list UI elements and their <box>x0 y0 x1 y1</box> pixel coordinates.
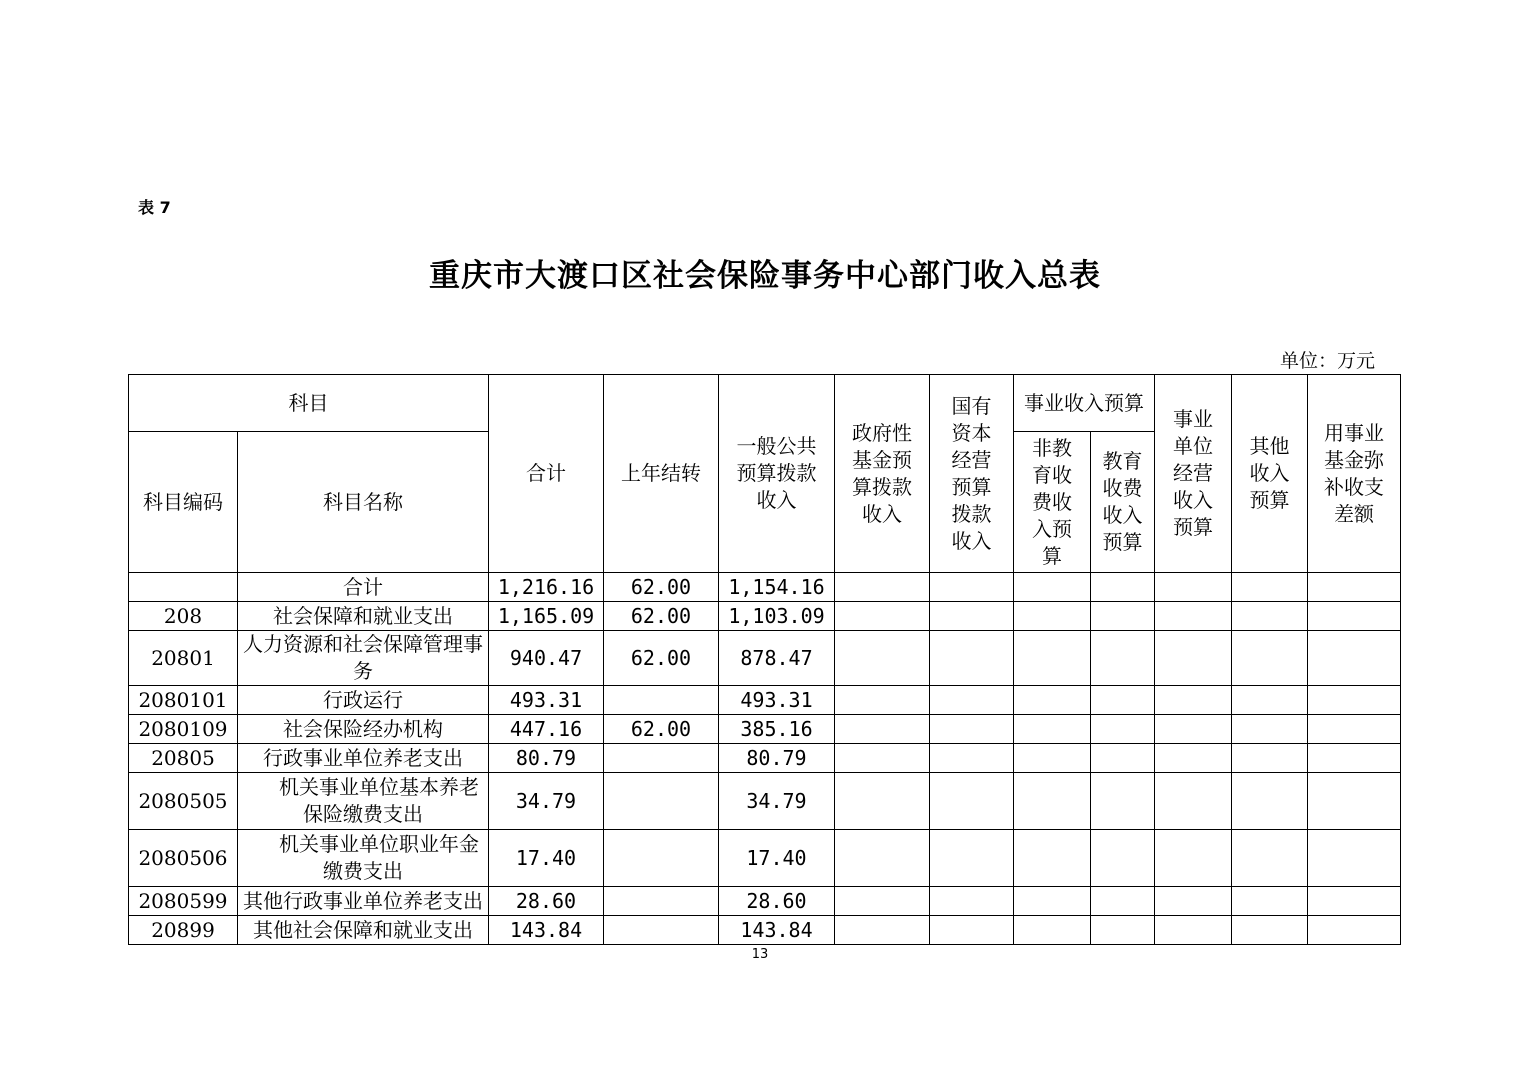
general-value: 34.79 <box>719 773 835 830</box>
header-carryover: 上年结转 <box>604 375 719 573</box>
total-value: 1,165.09 <box>489 602 604 631</box>
total-value: 28.60 <box>489 887 604 916</box>
subject-name: 其他行政事业单位养老支出 <box>238 887 489 916</box>
subject-code: 2080101 <box>129 686 238 715</box>
subject-code: 20899 <box>129 916 238 945</box>
table-row <box>129 715 1401 744</box>
subject-name: 行政运行 <box>238 686 489 715</box>
total-value: 143.84 <box>489 916 604 945</box>
total-value: 80.79 <box>489 744 604 773</box>
subject-name: 其他社会保障和就业支出 <box>238 916 489 945</box>
header-total: 合计 <box>489 375 604 573</box>
header-education-fee: 教育收费收入预算 <box>1091 432 1155 573</box>
carryover-value <box>604 830 719 887</box>
header-business-income: 事业收入预算 <box>1014 375 1155 432</box>
total-value: 34.79 <box>489 773 604 830</box>
total-value: 940.47 <box>489 631 604 686</box>
total-value: 493.31 <box>489 686 604 715</box>
table-row <box>129 744 1401 773</box>
general-value: 1,103.09 <box>719 602 835 631</box>
general-value: 17.40 <box>719 830 835 887</box>
subject-name: 行政事业单位养老支出 <box>238 744 489 773</box>
table-number: 表 7 <box>138 198 171 217</box>
unit-label: 单位：万元 <box>1280 350 1376 372</box>
header-govfund-budget: 政府性基金预算拨款收入 <box>835 375 930 573</box>
general-value: 878.47 <box>719 631 835 686</box>
table-row <box>129 887 1401 916</box>
carryover-value: 62.00 <box>604 573 719 602</box>
carryover-value: 62.00 <box>604 715 719 744</box>
table-row <box>129 631 1401 686</box>
header-general-budget: 一般公共预算拨款收入 <box>719 375 835 573</box>
subject-code: 2080599 <box>129 887 238 916</box>
table-row <box>129 916 1401 945</box>
subject-code: 20805 <box>129 744 238 773</box>
table-row <box>129 573 1401 602</box>
carryover-value <box>604 686 719 715</box>
header-state-asset-budget: 国有资本经营预算拨款收入 <box>930 375 1014 573</box>
general-value: 1,154.16 <box>719 573 835 602</box>
subject-code: 20801 <box>129 631 238 686</box>
subject-code <box>129 573 238 602</box>
subject-code: 2080505 <box>129 773 238 830</box>
total-value: 1,216.16 <box>489 573 604 602</box>
carryover-value: 62.00 <box>604 602 719 631</box>
header-fund-gap: 用事业基金弥补收支差额 <box>1308 375 1401 573</box>
document-title: 重庆市大渡口区社会保险事务中心部门收入总表 <box>429 258 1101 294</box>
table-row <box>129 830 1401 887</box>
subject-name: 社会保障和就业支出 <box>238 602 489 631</box>
carryover-value <box>604 773 719 830</box>
table-row <box>129 686 1401 715</box>
general-value: 493.31 <box>719 686 835 715</box>
carryover-value <box>604 744 719 773</box>
subject-name: 人力资源和社会保障管理事务 <box>238 631 489 686</box>
subject-code: 208 <box>129 602 238 631</box>
header-unit-business-income: 事业单位经营收入预算 <box>1155 375 1232 573</box>
page-number: 13 <box>751 947 769 962</box>
general-value: 143.84 <box>719 916 835 945</box>
header-other-income: 其他收入预算 <box>1232 375 1308 573</box>
subject-code: 2080109 <box>129 715 238 744</box>
table-row <box>129 602 1401 631</box>
header-subject-name: 科目名称 <box>238 432 489 573</box>
carryover-value <box>604 887 719 916</box>
total-value: 17.40 <box>489 830 604 887</box>
income-summary-table <box>128 374 1401 945</box>
header-subject: 科目 <box>129 375 489 432</box>
subject-code: 2080506 <box>129 830 238 887</box>
subject-name: 机关事业单位职业年金缴费支出 <box>238 830 489 887</box>
subject-name: 社会保险经办机构 <box>238 715 489 744</box>
subject-name: 合计 <box>238 573 489 602</box>
general-value: 385.16 <box>719 715 835 744</box>
table-row <box>129 773 1401 830</box>
general-value: 28.60 <box>719 887 835 916</box>
carryover-value: 62.00 <box>604 631 719 686</box>
subject-name: 机关事业单位基本养老保险缴费支出 <box>238 773 489 830</box>
header-non-education-fee: 非教育收费收入预算 <box>1014 432 1091 573</box>
header-subject-code: 科目编码 <box>129 432 238 573</box>
general-value: 80.79 <box>719 744 835 773</box>
carryover-value <box>604 916 719 945</box>
total-value: 447.16 <box>489 715 604 744</box>
